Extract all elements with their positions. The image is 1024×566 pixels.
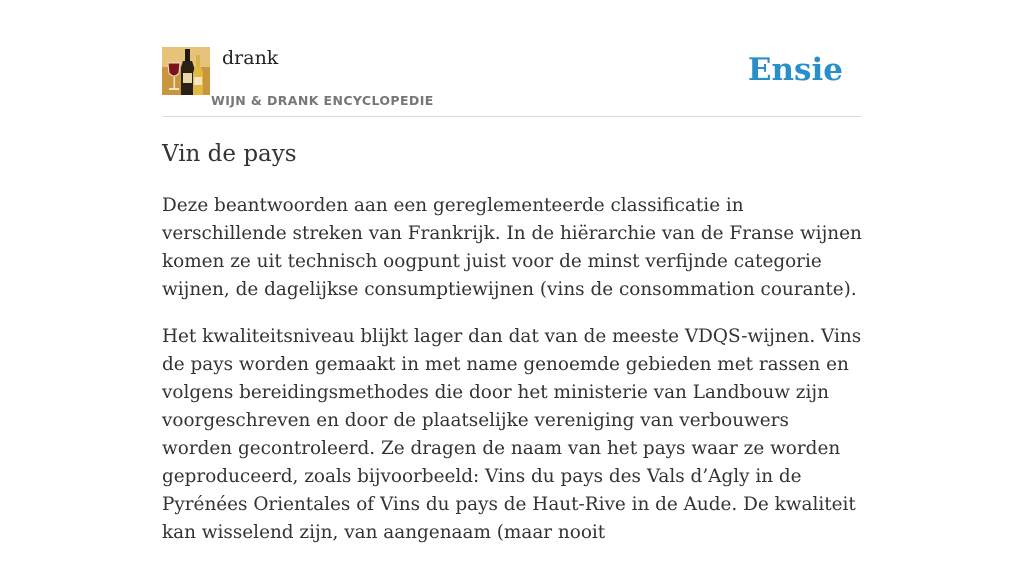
site-header: [162, 0, 862, 117]
page-title: Vin de pays: [162, 141, 297, 167]
wine-bottle-glass-icon[interactable]: [162, 47, 210, 95]
site-name[interactable]: drank: [222, 47, 279, 69]
article-body: [162, 192, 862, 566]
article-paragraph: Deze beantwoorden aan een gereglementeerde classificatie in verschillende streken van Frankrijk. In de hiërarchie van de Franse wijnen komen ze uit technisch oogpunt juist voor de minst verfijnde categorie wijnen, de dagelijkse consumptiewijnen (vins de consommation courante).: [162, 195, 862, 300]
brand-logo-link[interactable]: Ensie: [747, 52, 843, 88]
article-paragraph: Het kwaliteitsniveau blijkt lager dan dat van de meeste VDQS-wijnen. Vins de pays worden gemaakt in met name genoemde gebieden met rassen en volgens bereidingsmethodes die door het ministerie van Landbouw zijn voorgeschreven en door de plaatselijke vereniging van verbouwers worden gecontroleerd. Ze dragen de naam van het pays waar ze worden geproduceerd, zoals bijvoorbeeld: Vins du pays des Vals d’Agly in de Pyrénées Orientales of Vins du pays de Haut-Rive in de Aude. De kwaliteit kan wisselend zijn, van aangenaam (maar nooit: [162, 326, 862, 543]
site-subtitle: WIJN & DRANK ENCYCLOPEDIE: [211, 93, 434, 108]
